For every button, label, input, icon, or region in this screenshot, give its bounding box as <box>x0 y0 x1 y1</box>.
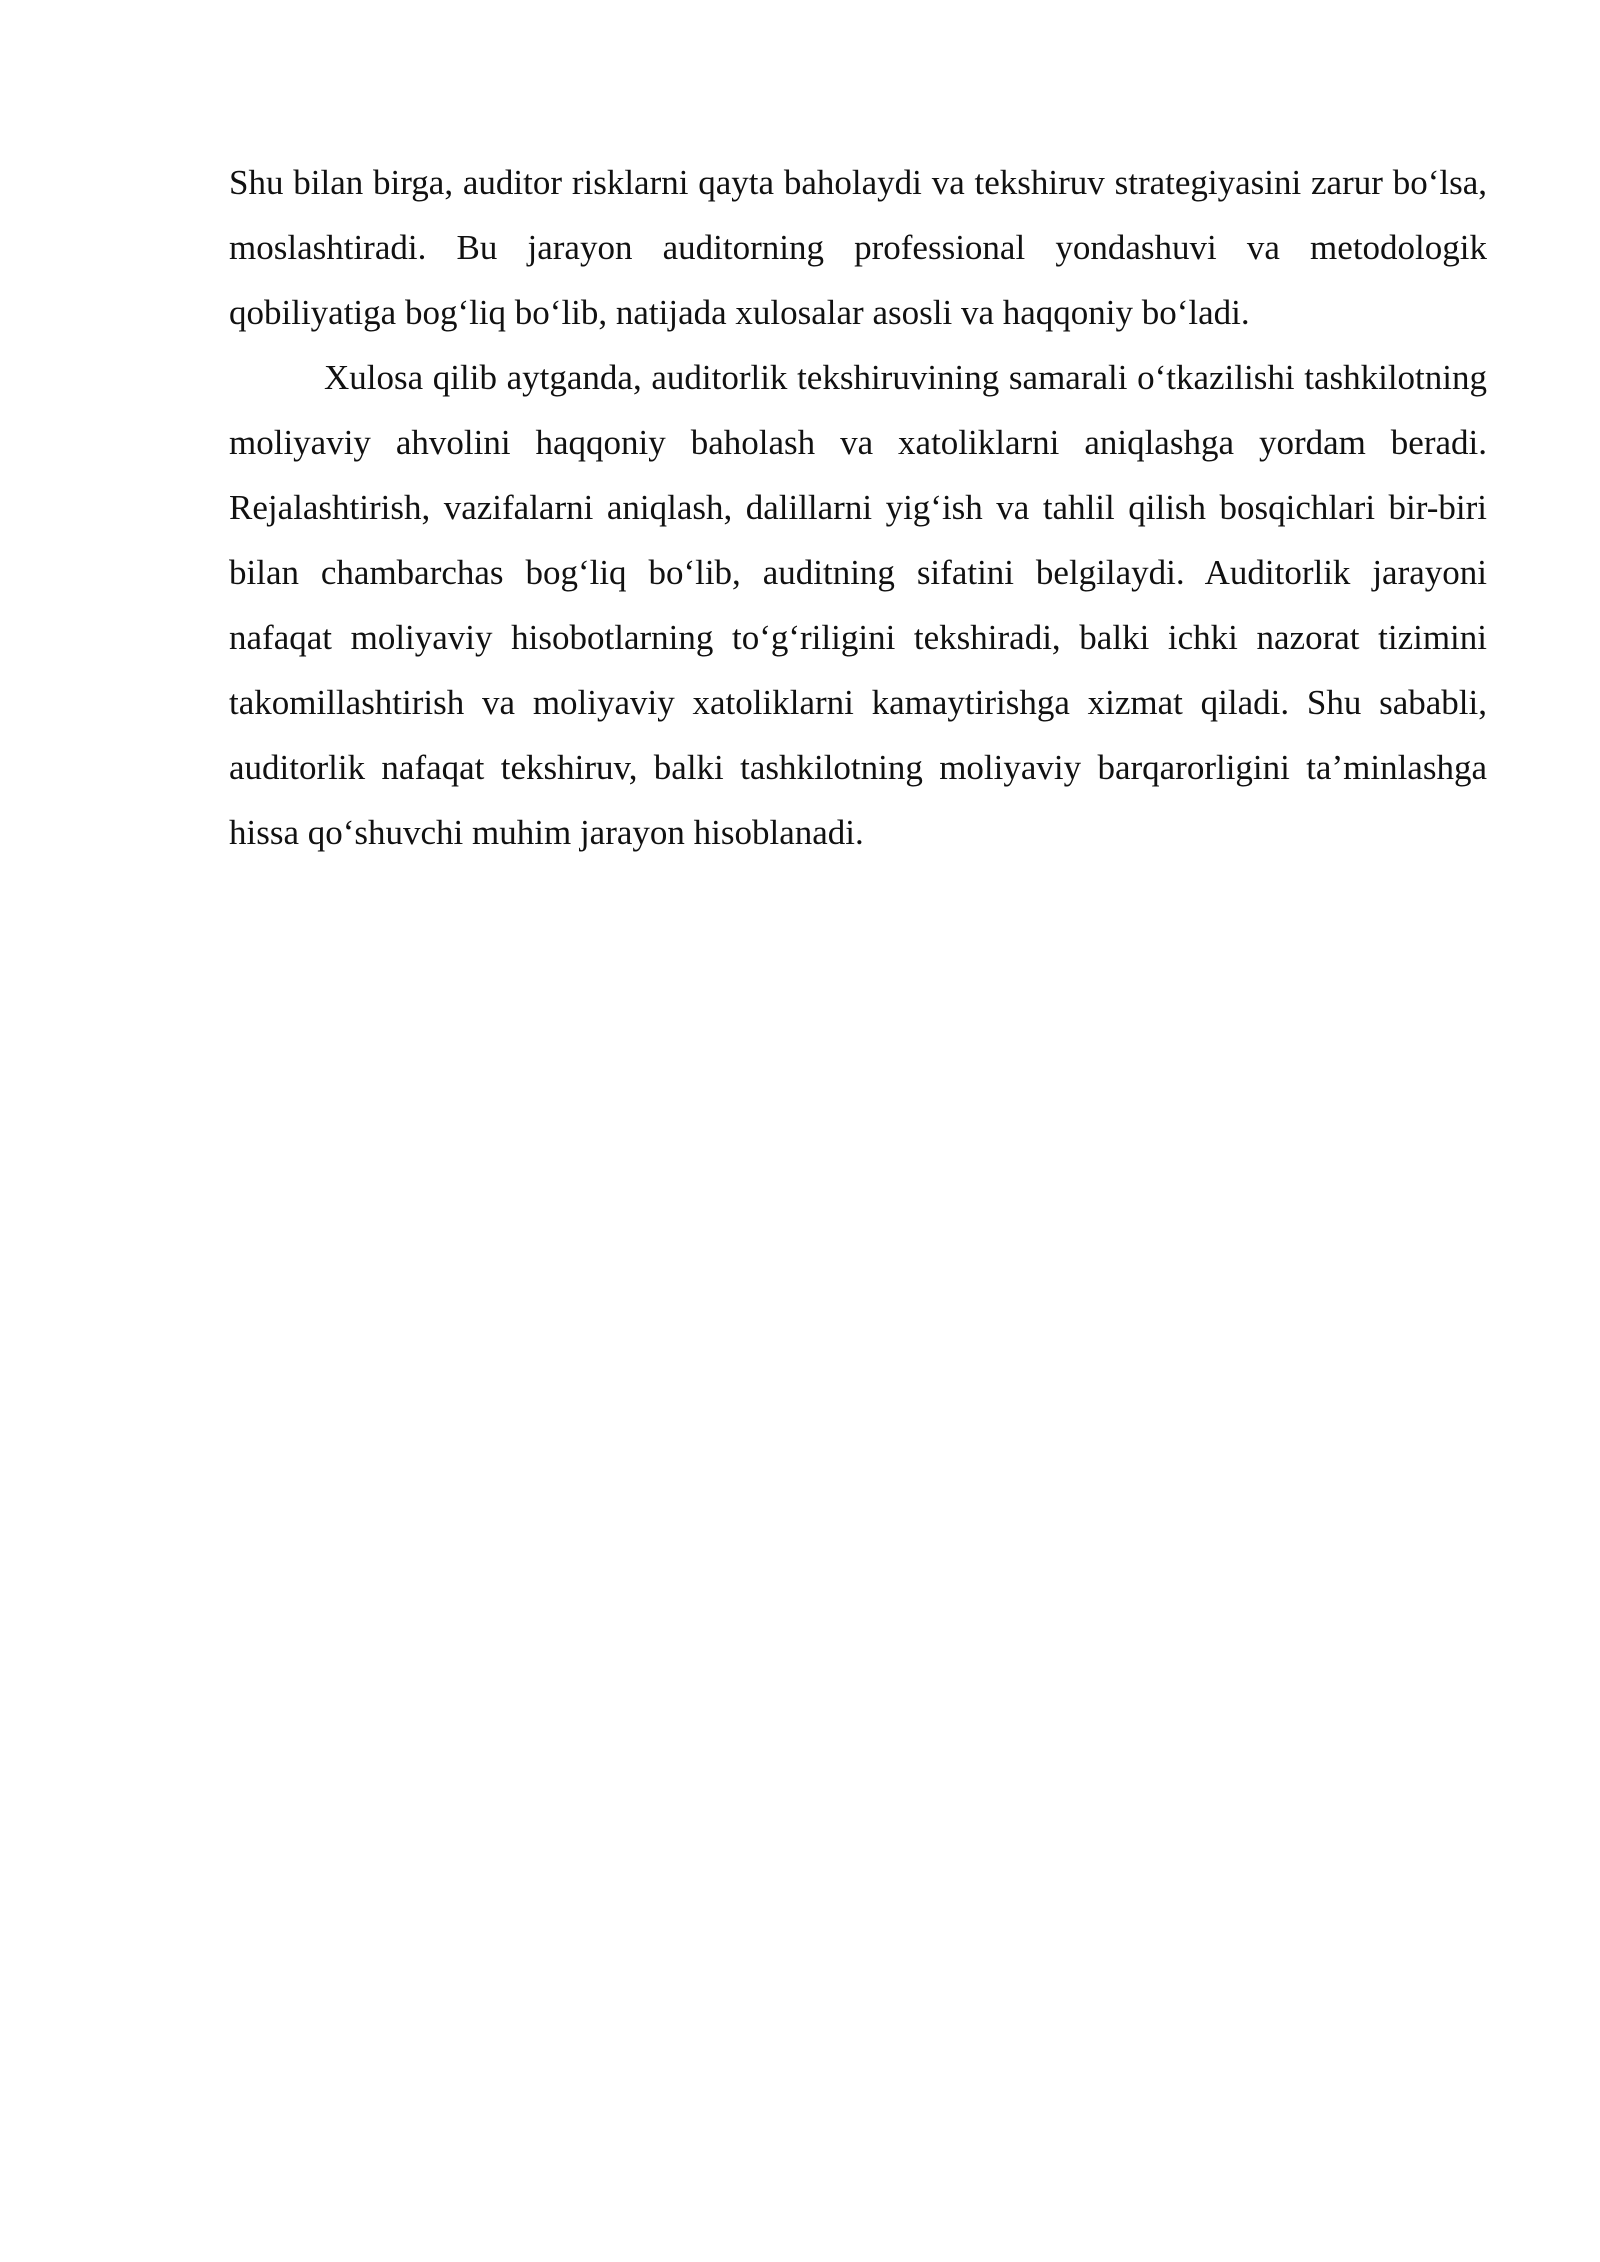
paragraph-continuation: Shu bilan birga, auditor risklarni qayta baholaydi va tekshiruv strategiyasini zarur bo‘lsa, moslashtiradi. Bu jarayon auditorning professional yondashuvi va metodologik qobiliyatiga bog‘liq bo‘lib, natijada xulosalar asosli va haqqoniy bo‘ladi. <box>229 163 1487 332</box>
paragraph-conclusion: Xulosa qilib aytganda, auditorlik tekshiruvining samarali o‘tkazilishi tashkilotning moliyaviy ahvolini haqqoniy baholash va xatoliklarni aniqlashga yordam beradi. Rejalashtirish, vazifalarni aniqlash, dalillarni yig‘ish va tahlil qilish bosqichlari bir-biri bilan chambarchas bog‘liq bo‘lib, auditning sifatini belgilaydi. Auditorlik jarayoni nafaqat moliyaviy hisobotlarning to‘g‘riligini tekshiradi, balki ichki nazorat tizimini takomillashtirish va moliyaviy xatoliklarni kamaytirishga xizmat qiladi. Shu sababli, auditorlik nafaqat tekshiruv, balki tashkilotning moliyaviy barqarorligini ta’minlashga hissa qo‘shuvchi muhim jarayon hisoblanadi. <box>229 358 1487 852</box>
body-text <box>229 150 1487 865</box>
